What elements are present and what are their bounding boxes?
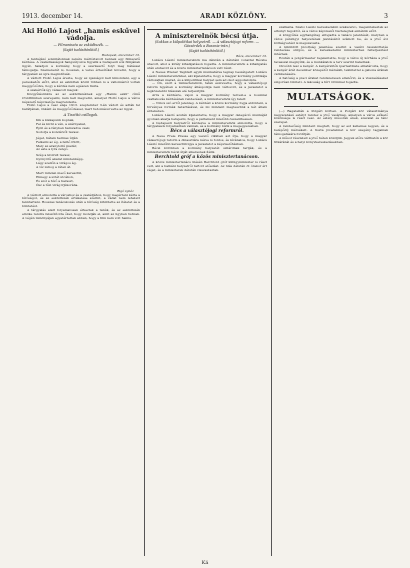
article-subtitle: — Filmaniszta az esküdtszék. — <box>53 42 109 47</box>
paragraph: Lukács László miniszterelnök ma délután a délutáni vonattal Bécsbe utazott, ahol a király kihallgatáson fogadta. A miniszterelnök a kihallgatás után elutazott és a közös minisztertanácson vett részt. <box>147 58 267 70</box>
poem-line: Gyönyörű akarat mindenképp, <box>36 157 84 162</box>
section-subheading: Bécs a választójogi reformról. <box>170 129 244 135</box>
column-divider <box>271 26 272 556</box>
poem-line: Az este a lyra zengő. <box>36 147 69 152</box>
paragraph: Ezután a polgármester bejelentette, hogy a város új kórháza a jövő tavasszal megnyílik, és a munkálatok a terv szerint haladnak. <box>274 56 388 65</box>
article-headline: A miniszterelnök bécsi útja. <box>155 32 259 40</box>
poem-title: A Tisztító csillagok. <box>63 113 99 118</box>
paragraph: A budapesti helyzetről kérdezve a miniszterelnök elmondta, hogy a tárgyalások folyamatban vannak, és a kormány bízik a megegyezésben. <box>147 120 267 129</box>
issue-date: 1913. december 14. <box>22 12 83 20</box>
paragraph: A hatóság a piaci árakat rendszeresen ellenőrzi, és a visszaéléseket szigorúan bünteti. A lakosság a hírt örömmel fogadta. <box>274 75 388 84</box>
poem-stanza <box>36 119 140 135</box>
footer-mark: Ká <box>201 560 209 566</box>
paragraph: A Neues Wiener Tagblatt egyik munkatársa tegnap beszélgetett Lukács László miniszterelnökkel, aki kijelentette, hogy a magyar kormány politikája változatlan marad, és a külpolitikai helyzet sem ad okot aggodalomra. <box>147 69 267 82</box>
poem-line: Szép a kivirult tavasz, <box>36 153 71 158</box>
poem-line: Ősz a tűzi virág ifjúkorába. <box>36 182 79 187</box>
poem-line: Lágy szellőn a virágos ág, <box>36 161 77 166</box>
poem-line: Mely az aranytollú madár, <box>36 143 77 148</box>
article-subtitle: (Sokkos a külpolitikai helyzetről. — A választójogi reform. — Gázsérdek a Bosznia-irán.) <box>154 40 260 49</box>
newspaper-title: ARADI KÖZLÖNY. <box>200 12 267 20</box>
poem-line: A víz zuhog a réten át. <box>36 165 72 170</box>
paragraph: A vádlott elmondta a városhoz és a családjához, hogy megérteni kérte a bíróságot, és az esküdtszék értékelése szerint, a vádat nem lehetett fenntartani. Hosszas tanácskozás után a bíróság kihirdette az ítéletet és a büntetést. <box>22 192 140 209</box>
paragraph: A Neue Freie Presse egy vezető cikkben azt írja, hogy a magyar választójogi reform a dinasztiára nézve is fontos, és kívánatos, hogy Lukács László mielőbb keresztülvigye a javaslatot a képviselőházban. <box>147 134 267 147</box>
poem-line: És szól a hívő a haraszt, <box>36 178 74 183</box>
poem-line: Felkelni az ég, a felhő fölött, <box>36 139 81 144</box>
article-title: Aki Holló Lajost „hamis eskűvel vádolja. <box>22 27 140 43</box>
paragraph: (—) Bagatellák a Polgári körben. A Polgári kör választmánya nagyszabású estélyt rendez a jövő vasárnap, amelyen a város előkelő közönsége is részt vesz. Az estély műsorán ének, szavalat és tánc szerepel. <box>274 108 388 125</box>
paragraph: — Nincs szó erről jelenleg. A kérdést a közös kormány fogja eldönteni, a törvényes formák betartásával, és mi mindent megteszünk a két állam érdekében. <box>147 101 267 113</box>
article-dateline: Bécs, december 13. <box>236 54 267 59</box>
paragraph: A közgyűlés egyhangúlag elfogadta a tanács jelentését, melyben a város pénzügyi helyzetének javulásáról számolt be, és a jövő évi költségvetést is megszavazta. <box>274 32 388 45</box>
paragraph: Bécsi körökben a kormány helyzetét szilárdnak tartják, és a miniszterelnök bécsi útját sikeresnek ítélik. <box>147 146 267 154</box>
column-3 <box>274 26 388 556</box>
poem-line: Mert minden mező keresztül, <box>36 171 83 175</box>
paragraph: A rendezőség mindent megtett, hogy az est kellemes legyen, és a belépődíj mérsékelt. A tiszta jövedelmet a kör szegény tagjainak támogatására fordítják. <box>274 124 388 137</box>
poem-line: Kik a kiskapunk kopnak, <box>36 118 75 123</box>
section-rule <box>284 106 378 107</box>
paragraph: A kiküldött bizottság jelentése szerint a vasúti összeköttetés rendezése sürgős, és a kereskedelmi miniszterhez felterjesztést intéznek. <box>274 44 388 57</box>
paragraph: A szakértők így válaszolt maguk: <box>27 87 79 92</box>
paragraph: A vádlott Holló Lajos érezte, hogy az igazságot kell kimondani, egy a pereskedők előtt, ahol az esküdtek közül többen is a vallomásról voltak meggyőződve, hogy a kérdés nem egészen tiszta. <box>22 76 140 88</box>
paragraph: A közös minisztertanács ülésén Berchtold gróf külügyminiszter is részt vett, aki a balkáni helyzetről tartott előadást. Az ülés délután öt órakor ért véget, és a miniszterek délután visszautaztak. <box>147 159 267 172</box>
article-source: (Saját tudósítónktól.) <box>188 49 226 54</box>
paragraph: Holló Lajos a vesz eleje 1913. szeptember 3-án vádolt és adták fel barátjának, önként és meggyőződéssel, mert tudomásul vette az ügyet. <box>22 103 140 112</box>
paragraph: Közgyűlésünkre az az esküdtszéknek egy „Hamis eskü” című rövidfilmben szerepelni, nem kell megvetni, amelyet Holló Lajos a város népszerű képviselője megrendezte. <box>22 91 140 104</box>
paragraph: szállásba. Szabó László kereskedelmi szakszerző, megemlékeztek az elhunyt tagokról, és a város képviselői tisztelegtek emlékük előtt. <box>274 26 388 33</box>
poem-stanza <box>36 172 140 188</box>
paragraph: A fenhéjázó soknilátoknak zenére méltóztatott bennek egy filmszerű kérdése. A családiasságok hangsúlyozva figyelik a budapesti sok filmjának ügyét, haladjon a kormány, hogy a szerkesztő folyt meg hálással támogatja. Szemenerét is, hosszan, a veres értesítőket követni, hogy a tárgyalást az ujra megindítsák. <box>22 56 140 77</box>
poem-signature: Rigó Ignác <box>117 188 134 193</box>
poem-line: Sodorja a kondérzőt tavasz. <box>36 129 80 134</box>
paragraph: — Ön, szólt a miniszterelnök, talán észrevette, hogy a választójogi reform ügyében a kormány álláspontja nem változott, és a javaslatot a legközelebbi ülésszak elé terjesztjük. <box>147 81 267 94</box>
paragraph: Olcsóbb lesz a kenyér. A kenyérsütők ipartestülete elhatározta, hogy a kenyér árát december közepétől mérsékli, tekintettel a gabona árának csökkenésére. <box>274 64 388 76</box>
masthead <box>22 10 388 23</box>
column-1 <box>22 26 140 556</box>
poem-line: Fel és kivül a vén, a szárnyakat, <box>36 122 87 127</box>
poem-stanza <box>36 137 140 153</box>
article-source: (Saját tudósítónktól.) <box>62 47 100 52</box>
poem <box>36 119 140 188</box>
column-divider <box>144 26 145 556</box>
page-number: 3 <box>384 12 388 20</box>
poem-line: Jéget, hátam hermas útján <box>36 135 78 140</box>
paragraph: A műsor részleteit a jövő héten közöljük. Jegyek előre válthatók a kör titkáránál és a helyi könyvkereskedésekben. <box>274 135 388 144</box>
poem-line: Épül és a fényben hamvadva csak; <box>36 125 90 130</box>
article-dateline: Budapest, december 13. <box>101 52 140 57</box>
poem-line: Elmegy a sötét utcákon, <box>36 174 74 179</box>
poem-stanza <box>36 154 140 170</box>
section-heading: MULATSÁGOK. <box>286 91 376 103</box>
paragraph: Arra a kérdésre, vajon a magyar kormány tervezi-e a boszniai csatlakozás kérdésének rendezését, a miniszterelnök így felelt: <box>147 93 267 102</box>
paragraph: Lukács László azután kijelentette, hogy a magyar delegáció munkáját gyorsan akarja befejezni, hogy a parlament mielőbb összeülhessen. <box>147 112 267 121</box>
section-subheading: Berchtold gróf a közös minisztertanácson. <box>154 154 260 160</box>
column-2 <box>147 26 267 556</box>
section-rule <box>274 88 388 89</box>
article-rule <box>147 29 267 30</box>
paragraph: A tárgyalás alatt folyamatosan érkeztek a tanúk, és az esküdtszék elnöke rendre felszólította őket, hogy mondják el, amit az ügyben tudnak. A végén mindnyájan egyetértettek abban, hogy a film nem volt hamis. <box>22 208 140 220</box>
